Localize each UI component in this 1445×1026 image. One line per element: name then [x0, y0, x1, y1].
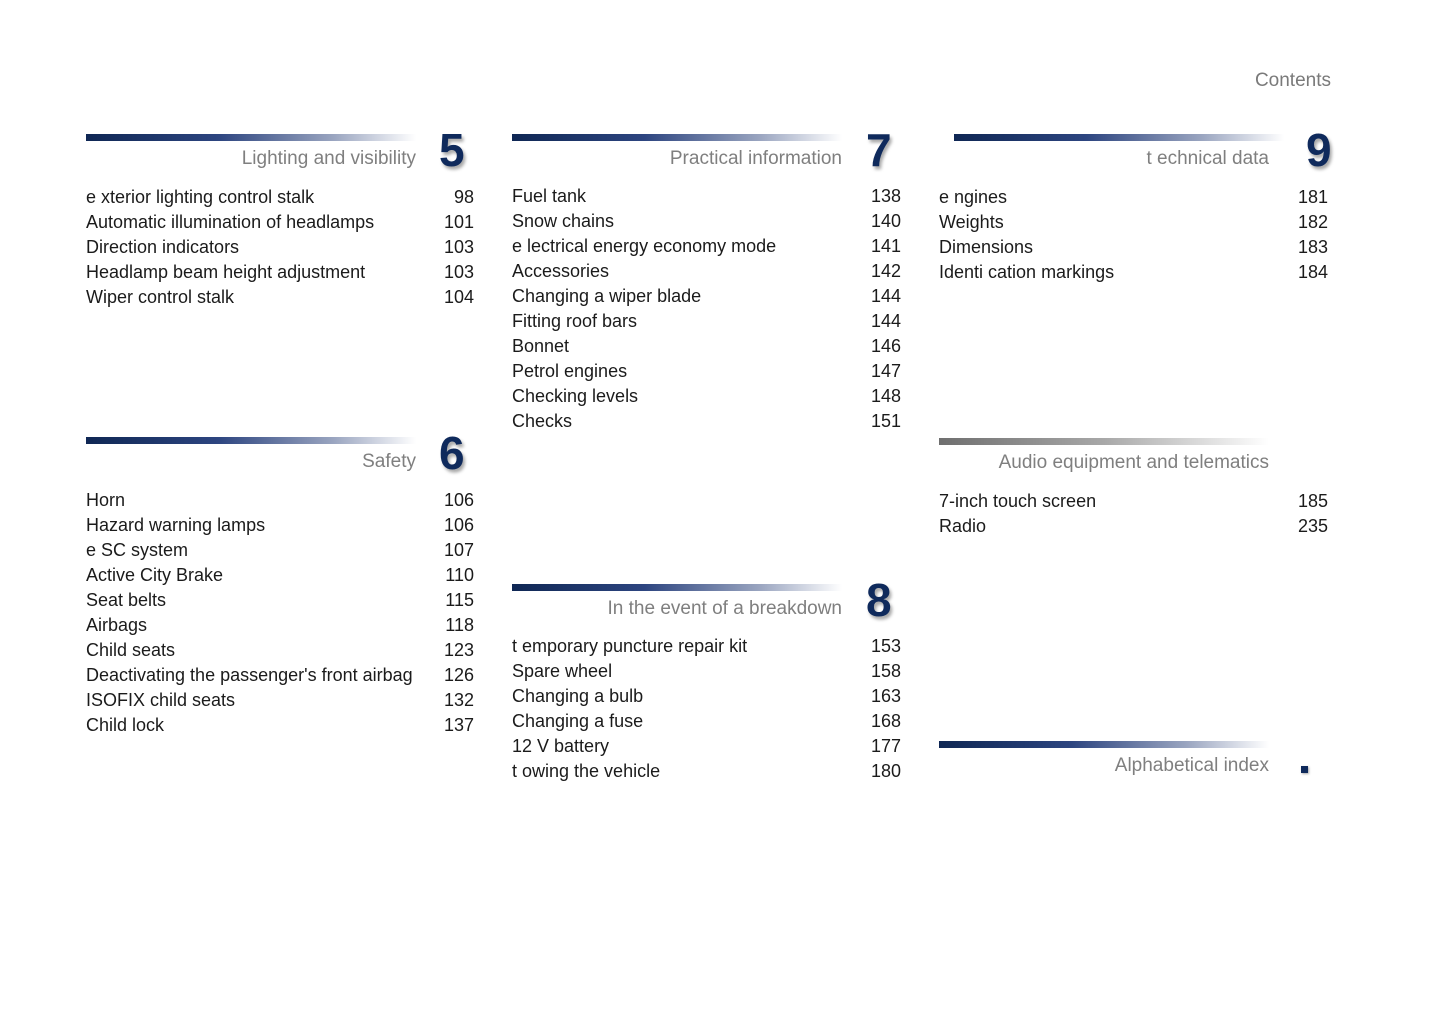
entry-label: Deactivating the passenger's front airbag [86, 665, 413, 685]
toc-entry[interactable] [512, 234, 901, 259]
entry-list [86, 488, 474, 738]
entry-label: Dimensions [939, 237, 1034, 257]
entry-label: Child lock [86, 715, 165, 735]
section-number: 7 [866, 124, 892, 176]
toc-entry[interactable] [86, 638, 474, 663]
entry-page: 153 [870, 636, 901, 656]
entry-list [512, 634, 901, 784]
entry-label: ISOFIX child seats [86, 690, 236, 710]
toc-entry[interactable] [512, 384, 901, 409]
toc-entry[interactable] [512, 409, 901, 434]
entry-label: Snow chains [512, 211, 615, 231]
toc-entry[interactable] [512, 634, 901, 659]
toc-entry[interactable] [939, 185, 1328, 210]
toc-entry[interactable] [512, 309, 901, 334]
entry-page: 168 [870, 711, 901, 731]
entry-label: Automatic illumination of headlamps [86, 212, 375, 232]
section-safety [86, 427, 476, 747]
toc-entry[interactable] [86, 235, 474, 260]
toc-entry[interactable] [512, 284, 901, 309]
index-marker-icon [1301, 766, 1308, 773]
section-title: Safety [362, 451, 416, 472]
section-lighting [86, 124, 476, 314]
entry-page: 103 [443, 237, 474, 257]
toc-entry[interactable] [86, 588, 474, 613]
entry-page: 137 [443, 715, 474, 735]
section-title: Lighting and visibility [241, 148, 416, 169]
toc-entry[interactable] [939, 235, 1328, 260]
entry-label: t owing the vehicle [512, 761, 661, 781]
entry-page: 182 [1297, 212, 1328, 232]
entry-page: 98 [453, 187, 474, 207]
toc-entry[interactable] [86, 688, 474, 713]
entry-label: e xterior lighting control stalk [86, 187, 315, 207]
entry-page: 106 [443, 490, 474, 510]
entry-label: Horn [86, 490, 126, 510]
toc-entry[interactable] [512, 334, 901, 359]
toc-entry[interactable] [939, 210, 1328, 235]
entry-label: Changing a bulb [512, 686, 644, 706]
entry-page: 104 [443, 287, 474, 307]
entry-page: 126 [443, 665, 474, 685]
toc-entry[interactable] [512, 759, 901, 784]
toc-entry[interactable] [512, 359, 901, 384]
entry-label: 7-inch touch screen [939, 491, 1097, 511]
entry-page: 118 [445, 615, 474, 635]
entry-list [512, 184, 901, 434]
entry-page: 148 [870, 386, 901, 406]
section-bar [86, 134, 416, 141]
page-header-contents: Contents [1254, 70, 1331, 91]
entry-label: Headlamp beam height adjustment [86, 262, 366, 282]
entry-page: 183 [1297, 237, 1328, 257]
section-title: In the event of a breakdown [607, 598, 842, 619]
section-audio [939, 438, 1331, 548]
toc-entry[interactable] [86, 210, 474, 235]
entry-page: 123 [443, 640, 474, 660]
toc-entry[interactable] [86, 613, 474, 638]
entry-page: 115 [445, 590, 474, 610]
entry-label: Petrol engines [512, 361, 628, 381]
toc-entry[interactable] [86, 260, 474, 285]
entry-page: 235 [1297, 516, 1328, 536]
entry-page: 177 [870, 736, 901, 756]
toc-entry[interactable] [512, 209, 901, 234]
section-bar [512, 134, 842, 141]
entry-label: Hazard warning lamps [86, 515, 266, 535]
entry-page: 101 [443, 212, 474, 232]
entry-label: Direction indicators [86, 237, 240, 257]
entry-label: Changing a wiper blade [512, 286, 702, 306]
entry-label: Checking levels [512, 386, 639, 406]
entry-label: Radio [939, 516, 987, 536]
toc-entry[interactable] [939, 514, 1328, 539]
entry-page: 163 [870, 686, 901, 706]
toc-entry[interactable] [86, 513, 474, 538]
toc-entry[interactable] [512, 734, 901, 759]
entry-label: Child seats [86, 640, 176, 660]
entry-page: 132 [443, 690, 474, 710]
entry-page: 147 [870, 361, 901, 381]
entry-label: Wiper control stalk [86, 287, 235, 307]
section-title: Alphabetical index [1114, 755, 1269, 776]
entry-label: Fitting roof bars [512, 311, 638, 331]
section-index[interactable] [939, 741, 1331, 791]
section-bar [954, 134, 1284, 141]
section-practical [512, 124, 902, 444]
entry-page: 180 [870, 761, 901, 781]
section-bar [512, 584, 842, 591]
entry-list [939, 489, 1328, 539]
toc-entry[interactable] [512, 684, 901, 709]
toc-entry[interactable] [86, 538, 474, 563]
section-number: 5 [439, 124, 465, 176]
section-bar [939, 741, 1269, 748]
toc-entry[interactable] [512, 709, 901, 734]
toc-entry[interactable] [86, 185, 474, 210]
entry-page: 138 [870, 186, 901, 206]
toc-entry[interactable] [86, 285, 474, 310]
entry-label: Fuel tank [512, 186, 587, 206]
toc-entry[interactable] [86, 563, 474, 588]
entry-label: Bonnet [512, 336, 570, 356]
toc-entry[interactable] [512, 259, 901, 284]
entry-page: 185 [1297, 491, 1328, 511]
entry-page: 140 [870, 211, 901, 231]
section-number: 8 [866, 574, 892, 626]
entry-label: Active City Brake [86, 565, 224, 585]
entry-label: e lectrical energy economy mode [512, 236, 777, 256]
section-title: t echnical data [1146, 148, 1269, 169]
section-bar [86, 437, 416, 444]
toc-entry[interactable] [512, 184, 901, 209]
entry-label: Weights [939, 212, 1004, 232]
toc-entry[interactable] [86, 713, 474, 738]
entry-label: Spare wheel [512, 661, 613, 681]
entry-page: 181 [1297, 187, 1328, 207]
entry-label: e ngines [939, 187, 1008, 207]
entry-page: 184 [1297, 262, 1328, 282]
entry-page: 151 [870, 411, 901, 431]
toc-entry[interactable] [939, 489, 1328, 514]
entry-page: 141 [870, 236, 901, 256]
entry-page: 110 [445, 565, 474, 585]
entry-label: Identi cation markings [939, 262, 1115, 282]
section-number: 6 [439, 427, 465, 479]
entry-label: Airbags [86, 615, 148, 635]
section-title: Audio equipment and telematics [998, 452, 1269, 473]
entry-label: Accessories [512, 261, 610, 281]
entry-page: 103 [443, 262, 474, 282]
section-technical [939, 124, 1332, 304]
entry-label: Seat belts [86, 590, 167, 610]
section-number: 9 [1306, 124, 1332, 176]
entry-label: Changing a fuse [512, 711, 644, 731]
entry-label: 12 V battery [512, 736, 610, 756]
entry-label: Checks [512, 411, 573, 431]
toc-entry[interactable] [86, 663, 474, 688]
toc-entry[interactable] [939, 260, 1328, 285]
entry-page: 144 [870, 286, 901, 306]
entry-list [86, 185, 474, 310]
entry-label: t emporary puncture repair kit [512, 636, 748, 656]
entry-page: 142 [870, 261, 901, 281]
entry-list [939, 185, 1328, 285]
entry-label: e SC system [86, 540, 189, 560]
entry-page: 158 [870, 661, 901, 681]
entry-page: 106 [443, 515, 474, 535]
section-bar [939, 438, 1269, 445]
entry-page: 146 [870, 336, 901, 356]
entry-page: 144 [870, 311, 901, 331]
section-title: Practical information [669, 148, 842, 169]
section-breakdown [512, 574, 902, 794]
toc-entry[interactable] [86, 488, 474, 513]
entry-page: 107 [443, 540, 474, 560]
toc-entry[interactable] [512, 659, 901, 684]
